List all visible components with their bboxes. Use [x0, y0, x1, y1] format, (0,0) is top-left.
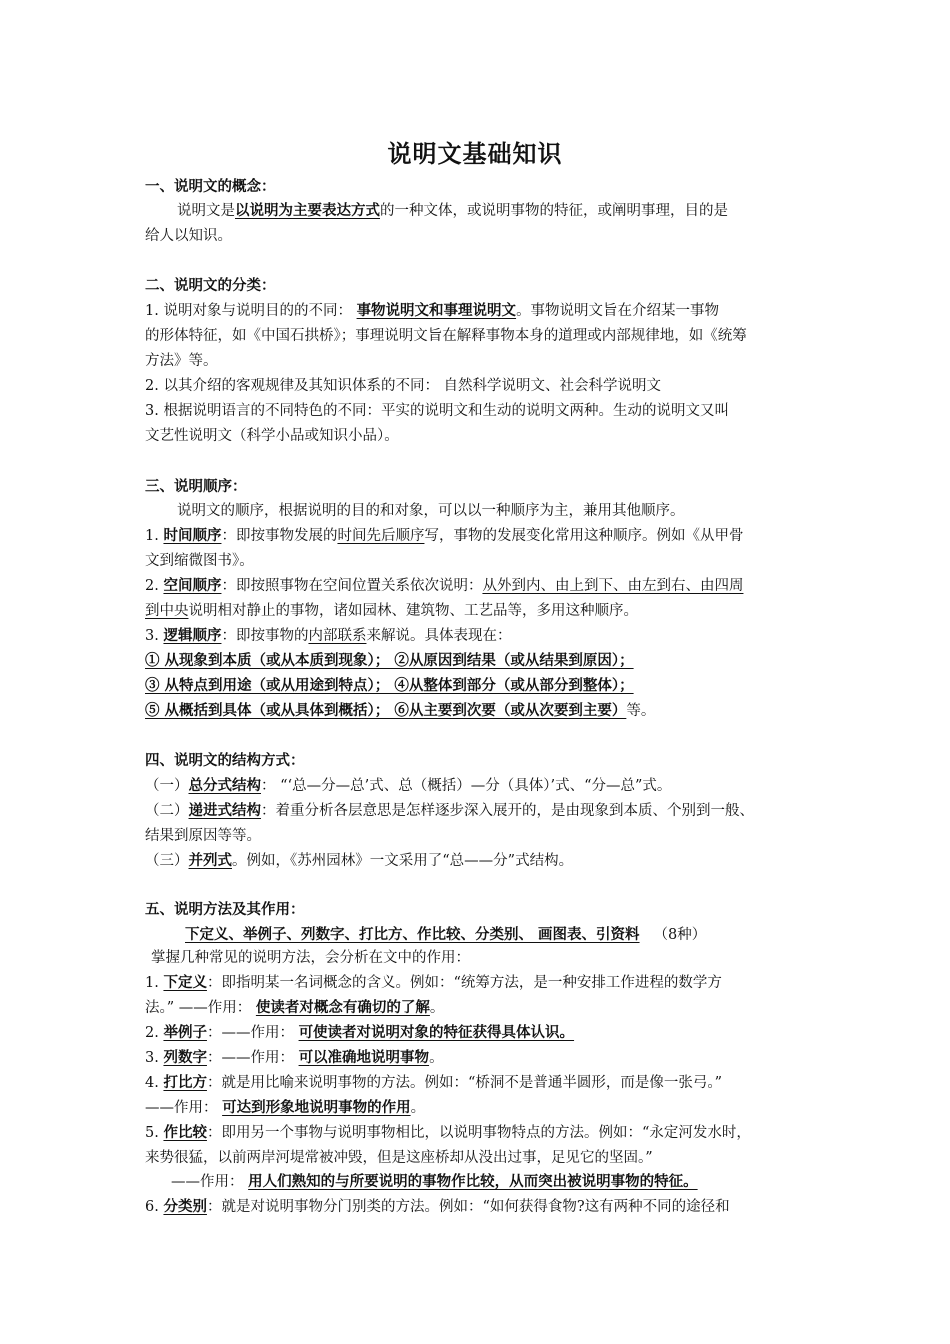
underlined-phrase: 从外到内、由上到下、由左到右、由四周: [482, 578, 744, 594]
paragraph-line: 方法》等。: [145, 353, 218, 369]
key-phrase: 可以准确地说明事物: [298, 1049, 430, 1066]
paragraph-line: 给人以知识。: [145, 228, 232, 244]
text-span: 4.: [145, 1075, 164, 1091]
key-phrase: 作比较: [163, 1124, 207, 1141]
text-span: 来解说。具体表现在：: [366, 628, 512, 644]
key-phrase: 下定义、举例子、列数字、打比方、作比较、分类别、 画图表、引资料: [185, 926, 640, 943]
paragraph-line: [145, 1098, 815, 1118]
text-span: （一）: [145, 778, 189, 794]
text-span: 6.: [145, 1199, 164, 1215]
text-span: ：——作用：: [206, 1025, 299, 1041]
key-phrase: 逻辑顺序: [163, 627, 222, 644]
paragraph-line: [145, 1023, 815, 1043]
text-span: ：着重分析各层意思是怎样逐步深入展开的，是由现象到本质、个别到一般、: [261, 803, 754, 819]
paragraph-line: [145, 1172, 841, 1192]
paragraph-line: [145, 1123, 815, 1143]
key-phrase: 时间顺序: [163, 527, 222, 544]
text-span: 说明相对静止的事物，诸如园林、建筑物、工艺品等，多用这种顺序。: [188, 603, 638, 619]
paragraph-line: [145, 626, 815, 646]
text-span: ：即按事物发展的: [221, 528, 338, 544]
text-span: 1. 说明对象与说明目的的不同：: [145, 303, 357, 319]
section-heading-classification: 二、说明文的分类：: [145, 278, 276, 294]
text-span: 写，事物的发展变化常用这种顺序。例如《从甲骨: [424, 528, 744, 544]
key-phrase: 可达到形象地说明事物的作用: [222, 1099, 411, 1116]
text-span: ——作用：: [171, 1174, 249, 1190]
order-list-line: [145, 701, 815, 721]
key-phrase: 以说明为主要表达方式: [235, 202, 380, 219]
text-span: 。: [410, 1100, 426, 1116]
key-phrase: 并列式: [188, 852, 232, 869]
paragraph-line: [145, 973, 815, 993]
key-phrase: 打比方: [163, 1074, 207, 1091]
text-span: 法。” ——作用：: [145, 1000, 256, 1016]
text-span: （三）: [145, 853, 189, 869]
paragraph-line: 掌握几种常见的说明方法，会分析在文中的作用：: [151, 950, 470, 966]
paragraph-line: [145, 851, 815, 871]
paragraph-line: 来势很猛，以前两岸河堤常被冲毁，但是这座桥却从没出过事，足见它的坚固。”: [145, 1150, 653, 1166]
paragraph-line: [145, 776, 815, 796]
text-span: 2.: [145, 578, 164, 594]
paragraph-line: [145, 526, 815, 546]
text-span: ：就是对说明事物分门别类的方法。例如：“如何获得食物?这有两种不同的途径和: [206, 1199, 730, 1215]
key-phrase: 举例子: [163, 1024, 207, 1041]
paragraph-line: 文艺性说明文（科学小品或知识小品）。: [145, 428, 399, 444]
paragraph-line: 2. 以其介绍的客观规律及其知识体系的不同： 自然科学说明文、社会科学说明文: [145, 378, 662, 394]
paragraph-line: [145, 1197, 815, 1217]
text-span: 5.: [145, 1125, 164, 1141]
order-list-line: ③ 从特点到用途（或从用途到特点）； ④从整体到部分（或从部分到整体）；: [145, 677, 634, 694]
methods-list-line: [145, 925, 855, 945]
key-phrase: 可使读者对说明对象的特征获得具体认识。: [298, 1024, 575, 1041]
key-phrase: 下定义: [163, 974, 207, 991]
paragraph-line: [145, 301, 815, 321]
key-phrase: 递进式结构: [188, 802, 261, 819]
text-span: 说明文是: [177, 203, 235, 219]
paragraph-line: [145, 601, 815, 621]
text-span: （二）: [145, 803, 189, 819]
underlined-phrase: 时间先后顺序: [337, 528, 425, 544]
underlined-phrase: 到中央: [145, 603, 189, 619]
paragraph-line: [145, 801, 815, 821]
key-phrase: 用人们熟知的与所要说明的事物作比较，从而突出被说明事物的特征。: [248, 1173, 698, 1190]
text-span: 1.: [145, 975, 164, 991]
paragraph-line: 结果到原因等等。: [145, 828, 261, 844]
key-phrase: 分类别: [163, 1198, 207, 1215]
text-span: ：即按事物的: [221, 628, 309, 644]
underlined-phrase: 内部联系: [308, 628, 367, 644]
paragraph-line: [145, 1073, 815, 1093]
section-heading-structure: 四、说明文的结构方式：: [145, 753, 305, 769]
text-span: ：即指明某一名词概念的含义。例如：“统筹方法，是一种安排工作进程的数学方: [206, 975, 722, 991]
paragraph-line: 说明文的顺序，根据说明的目的和对象，可以以一种顺序为主，兼用其他顺序。: [177, 503, 685, 519]
text-span: 3.: [145, 1050, 164, 1066]
paragraph-line: [145, 998, 815, 1018]
text-span: 的一种文体，或说明事物的特征，或阐明事理，目的是: [380, 203, 728, 219]
text-span: ：——作用：: [206, 1050, 299, 1066]
paragraph-line: 的形体特征，如《中国石拱桥》；事理说明文旨在解释事物本身的道理或内部规律地，如《统筹: [145, 328, 747, 344]
paragraph-line: [145, 201, 847, 221]
section-heading-concept: 一、说明文的概念：: [145, 179, 276, 195]
page-title: 说明文基础知识: [387, 140, 563, 168]
key-phrase: 空间顺序: [163, 577, 222, 594]
text-span: 1.: [145, 528, 164, 544]
text-span: ： “‘总—分—总’式、总（概括）—分（具体）’式、“分—总”式。: [261, 778, 672, 794]
text-span: ：即用另一个事物与说明事物相比，以说明事物特点的方法。例如：“永定河发水时，: [206, 1125, 751, 1141]
text-span: 2.: [145, 1025, 164, 1041]
text-span: ：即按照事物在空间位置关系依次说明：: [221, 578, 483, 594]
section-heading-order: 三、说明顺序：: [145, 479, 247, 495]
text-span: 。例如，《苏州园林》一文采用了“总——分”式结构。: [232, 853, 574, 869]
section-heading-methods: 五、说明方法及其作用：: [145, 902, 305, 918]
paragraph-line: [145, 1048, 815, 1068]
key-phrase: 列数字: [163, 1049, 207, 1066]
paragraph-line: 文到缩微图书》。: [145, 553, 254, 569]
text-span: 等。: [626, 703, 656, 719]
text-span: 。: [429, 1050, 444, 1066]
paragraph-line: [145, 576, 815, 596]
key-phrase: 事物说明文和事理说明文: [356, 302, 517, 319]
key-phrase: 使读者对概念有确切的了解: [255, 999, 430, 1016]
text-span: （8种）: [653, 927, 707, 943]
text-span: 。: [429, 1000, 445, 1016]
key-phrase: 总分式结构: [188, 777, 261, 794]
text-span: ——作用：: [145, 1100, 223, 1116]
text-span: 3.: [145, 628, 164, 644]
text-span: ：就是用比喻来说明事物的方法。例如：“桥洞不是普通半圆形，而是像一张弓。”: [206, 1075, 723, 1091]
paragraph-line: 3. 根据说明语言的不同特色的不同：平实的说明文和生动的说明文两种。生动的说明文又叫: [145, 403, 729, 419]
key-phrase: ⑤ 从概括到具体（或从具体到概括）； ⑥从主要到次要（或从次要到主要）: [145, 702, 627, 719]
order-list-line: ① 从现象到本质（或从本质到现象）； ②从原因到结果（或从结果到原因）；: [145, 652, 634, 669]
text-span: 。事物说明文旨在介绍某一事物: [516, 303, 720, 319]
